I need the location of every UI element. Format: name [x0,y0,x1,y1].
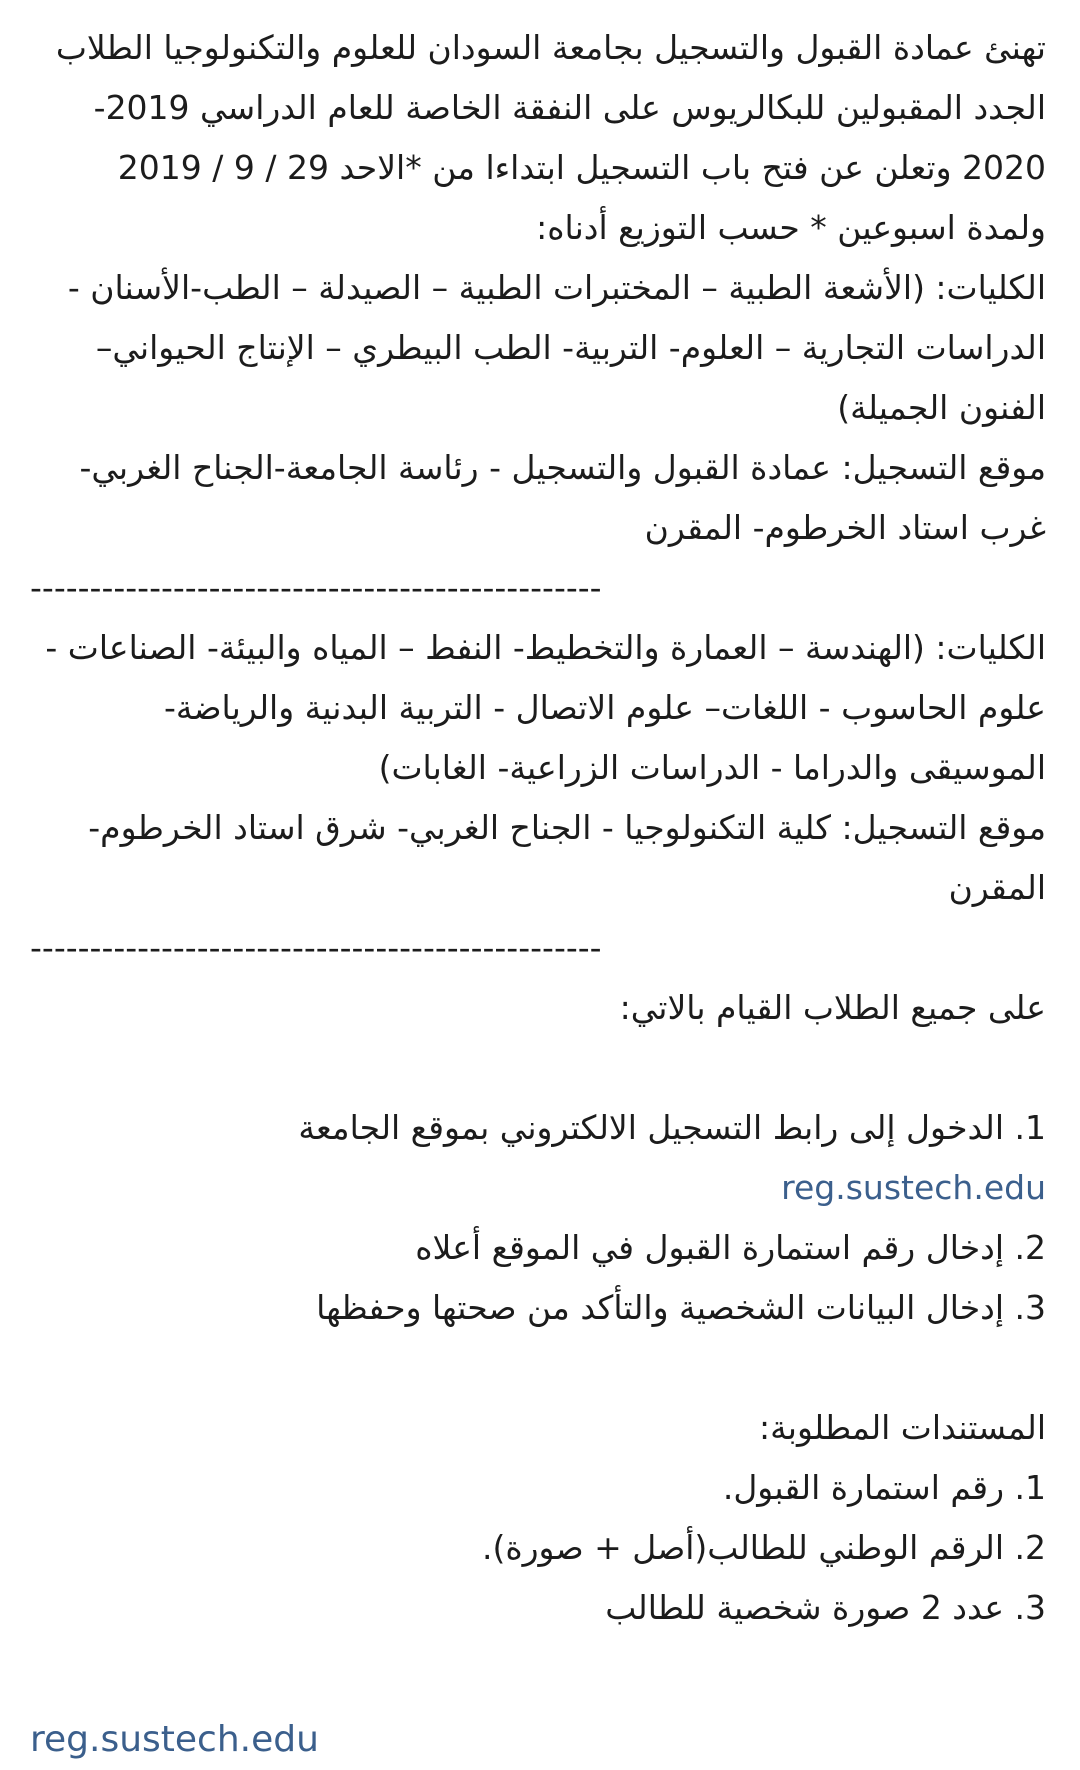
spacer [30,1338,1046,1398]
steps-heading: على جميع الطلاب القيام بالاتي: [619,988,1046,1027]
separator-line: ------------------------------------------------ [30,568,602,607]
footer-link-line [30,1710,1046,1770]
faculties-group-2: الكليات: (الهندسة – العمارة والتخطيط- النفط – المياه والبيئة- الصناعات - علوم الحاسوب - اللغات– علوم الاتصال - التربية البدنية والرياضة- الموسيقى والدراما - الدراسات الزراعية- الغابات) [45,628,1046,787]
step-1: 1. الدخول إلى رابط التسجيل الالكتروني بموقع الجامعة [298,1108,1046,1147]
separator-line: ------------------------------------------------ [30,928,602,967]
document-3: 3. عدد 2 صورة شخصية للطالب [605,1588,1046,1627]
faculties-group-1: الكليات: (الأشعة الطبية – المختبرات الطبية – الصيدلة – الطب-الأسنان - الدراسات التجارية – العلوم- التربية- الطب البيطري – الإنتاج الحيواني– الفنون الجميلة) [67,268,1046,427]
intro-paragraph: تهنئ عمادة القبول والتسجيل بجامعة السودان للعلوم والتكنولوجيا الطلاب الجدد المقبولين للبكالريوس على النفقة الخاصة للعام الدراسي 2019- 2020 وتعلن عن فتح باب التسجيل ابتداءا من *الاحد 29 / 9 / 2019 ولمدة اسبوعين * حسب التوزيع أدناه: [55,28,1046,247]
document-1: 1. رقم استمارة القبول. [722,1468,1046,1507]
document-2: 2. الرقم الوطني للطالب(أصل + صورة). [481,1528,1046,1567]
spacer [30,1038,1046,1098]
registration-location-1: موقع التسجيل: عمادة القبول والتسجيل - رئاسة الجامعة-الجناح الغربي- غرب استاد الخرطوم- المقرن [79,448,1046,547]
spacer [30,1638,1046,1710]
registration-link[interactable]: reg.sustech.edu [781,1168,1046,1207]
footer-link[interactable]: reg.sustech.edu [30,1719,319,1760]
step-2: 2. إدخال رقم استمارة القبول في الموقع أعلاه [415,1228,1046,1267]
post-body [30,18,1046,1770]
documents-heading: المستندات المطلوبة: [758,1408,1046,1447]
step-1-link-line [30,1158,1046,1218]
registration-location-2: موقع التسجيل: كلية التكنولوجيا - الجناح الغربي- شرق استاد الخرطوم- المقرن [88,808,1046,907]
step-3: 3. إدخال البيانات الشخصية والتأكد من صحتها وحفظها [316,1288,1046,1327]
